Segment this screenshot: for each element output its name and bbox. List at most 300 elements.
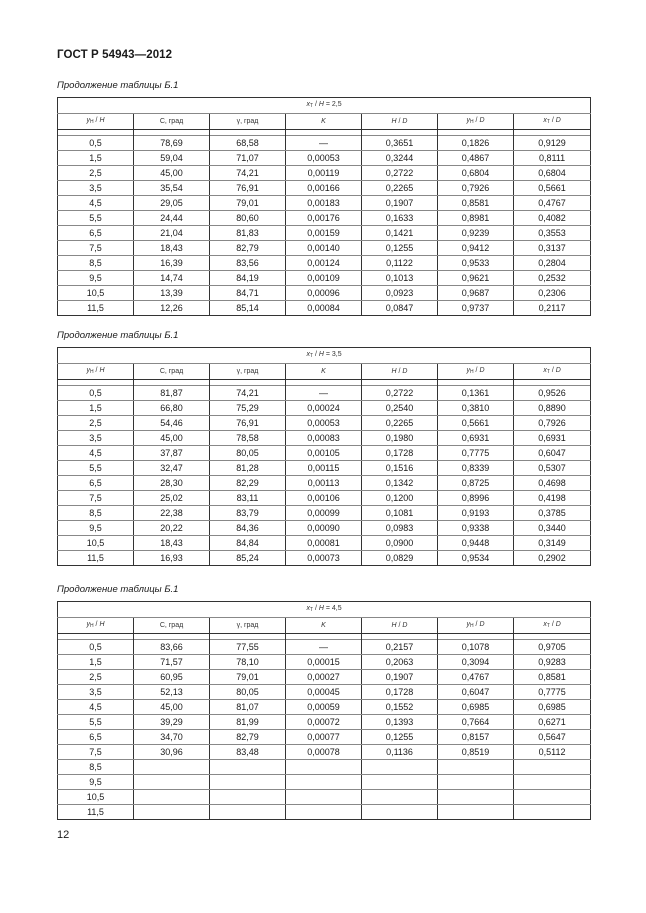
table-cell <box>514 790 591 805</box>
table-cell: 45,00 <box>134 431 210 446</box>
table-row <box>58 805 591 820</box>
table-cell: 0,2157 <box>362 640 438 655</box>
table-cell: 0,2117 <box>514 301 591 316</box>
table-cell: 9,5 <box>58 775 134 790</box>
param-title-cell: $x_Т / H = 4,5$ <box>58 602 591 618</box>
table-cell: 0,0923 <box>362 286 438 301</box>
table-cell: 2,5 <box>58 166 134 181</box>
table-cell: 0,9412 <box>438 241 514 256</box>
table-cell: 0,00090 <box>286 521 362 536</box>
table-cell: 0,9448 <box>438 536 514 551</box>
table-row <box>58 745 591 760</box>
table-cell: 77,55 <box>210 640 286 655</box>
table-cell: 0,4767 <box>514 196 591 211</box>
table-cell: 2,5 <box>58 670 134 685</box>
col-header-c-deg: С, град <box>134 114 210 130</box>
table-row <box>58 301 591 316</box>
table-cell: 75,29 <box>210 401 286 416</box>
col-header-gamma-deg: γ, град <box>210 364 286 380</box>
table-title-row <box>58 348 591 364</box>
table-cell: 0,2532 <box>514 271 591 286</box>
table-cell: 0,00059 <box>286 700 362 715</box>
table-cell: 0,00015 <box>286 655 362 670</box>
table-cell: 25,02 <box>134 491 210 506</box>
table-cell: 4,5 <box>58 446 134 461</box>
table-cell: 81,83 <box>210 226 286 241</box>
table-cell: 84,36 <box>210 521 286 536</box>
table-row <box>58 521 591 536</box>
table-cell: 0,00119 <box>286 166 362 181</box>
table-cell: 0,5112 <box>514 745 591 760</box>
table-row <box>58 196 591 211</box>
table-cell: 0,9239 <box>438 226 514 241</box>
table-cell: 11,5 <box>58 805 134 820</box>
col-header-yh-d: $y_Н$ / D <box>438 114 514 130</box>
table-cell <box>514 805 591 820</box>
data-table-1 <box>57 97 591 316</box>
table-row <box>58 226 591 241</box>
table-cell: 0,2804 <box>514 256 591 271</box>
table-cell: 7,5 <box>58 491 134 506</box>
table-cell: 0,4767 <box>438 670 514 685</box>
table-cell: 0,00053 <box>286 416 362 431</box>
table-cell: 22,38 <box>134 506 210 521</box>
table-cell: 0,5661 <box>438 416 514 431</box>
table-row <box>58 476 591 491</box>
table-cell: 0,7926 <box>438 181 514 196</box>
table-cell: 30,96 <box>134 745 210 760</box>
table-cell: 0,9193 <box>438 506 514 521</box>
table-cell: 3,5 <box>58 181 134 196</box>
table-cell: 11,5 <box>58 551 134 566</box>
table-cell: 0,9687 <box>438 286 514 301</box>
table-row <box>58 386 591 401</box>
table-cell: 0,3149 <box>514 536 591 551</box>
table-cell: 52,13 <box>134 685 210 700</box>
table-row <box>58 685 591 700</box>
table-cell: 20,22 <box>134 521 210 536</box>
table-cell: 0,00176 <box>286 211 362 226</box>
table-cell: 74,21 <box>210 386 286 401</box>
table-cell: 0,00113 <box>286 476 362 491</box>
table-cell: 0,1200 <box>362 491 438 506</box>
table-cell: 4,5 <box>58 700 134 715</box>
table-cell: 29,05 <box>134 196 210 211</box>
table-cell: 0,00166 <box>286 181 362 196</box>
table-cell: 0,6804 <box>514 166 591 181</box>
table-1-caption: Продолжение таблицы Б.1 <box>57 80 179 91</box>
table-cell: 0,00140 <box>286 241 362 256</box>
col-header-yh-d: $y_Н$ / D <box>438 618 514 634</box>
table-row <box>58 790 591 805</box>
table-cell <box>514 760 591 775</box>
table-cell: 81,07 <box>210 700 286 715</box>
table-cell: 0,1255 <box>362 730 438 745</box>
table-cell: 0,00183 <box>286 196 362 211</box>
table-cell: 0,5307 <box>514 461 591 476</box>
table-row <box>58 416 591 431</box>
table-cell: 0,3094 <box>438 655 514 670</box>
table-cell: 1,5 <box>58 655 134 670</box>
table-cell: 0,2722 <box>362 386 438 401</box>
table-row <box>58 181 591 196</box>
table-cell: 6,5 <box>58 730 134 745</box>
table-cell: 0,00083 <box>286 431 362 446</box>
table-row <box>58 446 591 461</box>
table-cell: 83,48 <box>210 745 286 760</box>
table-cell: 0,00081 <box>286 536 362 551</box>
table-cell: 0,9737 <box>438 301 514 316</box>
table-cell: 0,7775 <box>438 446 514 461</box>
table-cell: 12,26 <box>134 301 210 316</box>
col-header-k: K <box>286 364 362 380</box>
table-cell: 9,5 <box>58 271 134 286</box>
column-header-row <box>58 364 591 380</box>
table-cell <box>134 805 210 820</box>
table-cell: 0,6047 <box>514 446 591 461</box>
table-cell: 78,10 <box>210 655 286 670</box>
table-row <box>58 775 591 790</box>
param-value: 2,5 <box>331 101 342 108</box>
table-cell: 0,1980 <box>362 431 438 446</box>
column-header-row <box>58 114 591 130</box>
col-header-xt-d: $x_Т$ / D <box>514 618 591 634</box>
table-cell: 0,8890 <box>514 401 591 416</box>
table-cell <box>286 760 362 775</box>
table-cell: 0,9526 <box>514 386 591 401</box>
table-row <box>58 151 591 166</box>
table-cell: 76,91 <box>210 181 286 196</box>
table-cell: 0,3440 <box>514 521 591 536</box>
table-cell: 0,8996 <box>438 491 514 506</box>
table-cell: 79,01 <box>210 196 286 211</box>
table-row <box>58 256 591 271</box>
table-row <box>58 700 591 715</box>
table-cell: 0,2540 <box>362 401 438 416</box>
table-cell: 0,1826 <box>438 136 514 151</box>
table-cell: 5,5 <box>58 211 134 226</box>
table-cell: 13,39 <box>134 286 210 301</box>
table-cell: 0,3785 <box>514 506 591 521</box>
table-cell: 5,5 <box>58 461 134 476</box>
table-cell: 0,6985 <box>438 700 514 715</box>
table-cell: 0,1342 <box>362 476 438 491</box>
table-cell: 0,5 <box>58 386 134 401</box>
table-cell <box>210 790 286 805</box>
table-cell: 6,5 <box>58 476 134 491</box>
table-cell: 45,00 <box>134 700 210 715</box>
table-cell: 0,0983 <box>362 521 438 536</box>
table-cell: 0,9534 <box>438 551 514 566</box>
table-cell: 39,29 <box>134 715 210 730</box>
table-cell: 3,5 <box>58 431 134 446</box>
table-cell: 0,1393 <box>362 715 438 730</box>
table-cell: 54,46 <box>134 416 210 431</box>
table-cell: 0,0847 <box>362 301 438 316</box>
table-cell: 0,00077 <box>286 730 362 745</box>
col-header-k: K <box>286 114 362 130</box>
table-title-row <box>58 602 591 618</box>
table-cell: 6,5 <box>58 226 134 241</box>
table-cell: 0,00096 <box>286 286 362 301</box>
table-row <box>58 241 591 256</box>
col-header-xt-d: $x_Т$ / D <box>514 364 591 380</box>
table-cell: 0,2265 <box>362 416 438 431</box>
col-header-c-deg: С, град <box>134 618 210 634</box>
table-cell: 0,8339 <box>438 461 514 476</box>
table-cell: 0,3810 <box>438 401 514 416</box>
table-cell: 0,1078 <box>438 640 514 655</box>
table-cell: 83,66 <box>134 640 210 655</box>
table-cell: 85,24 <box>210 551 286 566</box>
table-cell: 0,00099 <box>286 506 362 521</box>
table-cell: 0,00106 <box>286 491 362 506</box>
table-cell <box>286 790 362 805</box>
table-cell: 0,00109 <box>286 271 362 286</box>
col-header-h-d: H / D <box>362 114 438 130</box>
table-cell: 8,5 <box>58 256 134 271</box>
table-cell: 0,00124 <box>286 256 362 271</box>
data-table-3 <box>57 601 591 820</box>
table-cell: 0,1255 <box>362 241 438 256</box>
table-row <box>58 506 591 521</box>
table-cell: 35,54 <box>134 181 210 196</box>
table-cell: 0,00078 <box>286 745 362 760</box>
table-cell: 0,00105 <box>286 446 362 461</box>
table-row <box>58 166 591 181</box>
table-row <box>58 401 591 416</box>
table-cell: 71,07 <box>210 151 286 166</box>
table-cell: 0,1081 <box>362 506 438 521</box>
table-cell: 84,19 <box>210 271 286 286</box>
table-cell: 7,5 <box>58 745 134 760</box>
table-cell: 83,11 <box>210 491 286 506</box>
table-cell: 16,93 <box>134 551 210 566</box>
table-cell: 32,47 <box>134 461 210 476</box>
table-cell: 78,69 <box>134 136 210 151</box>
col-header-c-deg: С, град <box>134 364 210 380</box>
table-cell: 0,9621 <box>438 271 514 286</box>
table-row <box>58 491 591 506</box>
table-cell: 18,43 <box>134 241 210 256</box>
table-cell: 78,58 <box>210 431 286 446</box>
table-cell: 0,5647 <box>514 730 591 745</box>
table-cell: 0,00045 <box>286 685 362 700</box>
table-cell: 0,1728 <box>362 446 438 461</box>
table-cell: 21,04 <box>134 226 210 241</box>
table-cell: 0,2063 <box>362 655 438 670</box>
table-cell: 0,7775 <box>514 685 591 700</box>
table-cell: 83,79 <box>210 506 286 521</box>
table-cell: 18,43 <box>134 536 210 551</box>
table-cell: 16,39 <box>134 256 210 271</box>
table-cell: 0,5 <box>58 640 134 655</box>
table-cell: 82,29 <box>210 476 286 491</box>
table-row <box>58 536 591 551</box>
table-row <box>58 730 591 745</box>
table-cell <box>514 775 591 790</box>
table-row <box>58 136 591 151</box>
table-cell: 68,58 <box>210 136 286 151</box>
table-cell: 81,28 <box>210 461 286 476</box>
table-cell: 8,5 <box>58 506 134 521</box>
table-cell <box>362 760 438 775</box>
table-cell: 0,00053 <box>286 151 362 166</box>
table-cell: 10,5 <box>58 790 134 805</box>
col-header-k: K <box>286 618 362 634</box>
table-row <box>58 670 591 685</box>
table-cell: — <box>286 640 362 655</box>
table-cell: 24,44 <box>134 211 210 226</box>
table-cell: 0,6931 <box>438 431 514 446</box>
table-cell: 0,5661 <box>514 181 591 196</box>
table-cell: 0,00084 <box>286 301 362 316</box>
col-header-yh-h: $y_Н$ / H <box>58 114 134 130</box>
table-cell: 0,9338 <box>438 521 514 536</box>
table-2-caption: Продолжение таблицы Б.1 <box>57 330 179 341</box>
table-cell: 0,3244 <box>362 151 438 166</box>
table-cell: 59,04 <box>134 151 210 166</box>
table-cell: 0,6804 <box>438 166 514 181</box>
table-cell: 0,0829 <box>362 551 438 566</box>
table-cell: 0,4698 <box>514 476 591 491</box>
table-cell: 0,6047 <box>438 685 514 700</box>
col-header-gamma-deg: γ, град <box>210 618 286 634</box>
table-cell: 80,60 <box>210 211 286 226</box>
param-title-cell: $x_Т / H = 2,5$ <box>58 98 591 114</box>
table-cell: 0,00024 <box>286 401 362 416</box>
table-cell: 82,79 <box>210 730 286 745</box>
table-cell: 0,2265 <box>362 181 438 196</box>
table-cell: 0,2722 <box>362 166 438 181</box>
table-cell: 0,4867 <box>438 151 514 166</box>
table-cell: 66,80 <box>134 401 210 416</box>
table-cell: 10,5 <box>58 286 134 301</box>
table-cell: 0,9283 <box>514 655 591 670</box>
table-cell: 0,7926 <box>514 416 591 431</box>
table-cell: 0,1516 <box>362 461 438 476</box>
table-cell: 0,1013 <box>362 271 438 286</box>
col-header-yh-h: $y_Н$ / H <box>58 618 134 634</box>
table-cell: 0,9705 <box>514 640 591 655</box>
table-cell: 0,00072 <box>286 715 362 730</box>
table-cell: 5,5 <box>58 715 134 730</box>
table-cell: 0,7664 <box>438 715 514 730</box>
table-cell <box>210 775 286 790</box>
table-cell: 0,8725 <box>438 476 514 491</box>
table-cell: 2,5 <box>58 416 134 431</box>
table-cell: 11,5 <box>58 301 134 316</box>
table-cell: 0,00073 <box>286 551 362 566</box>
table-cell: 0,1552 <box>362 700 438 715</box>
table-cell: 0,5 <box>58 136 134 151</box>
table-title-row <box>58 98 591 114</box>
table-cell: 82,79 <box>210 241 286 256</box>
table-cell: 0,1907 <box>362 670 438 685</box>
table-cell: 0,6271 <box>514 715 591 730</box>
table-cell: — <box>286 136 362 151</box>
table-cell: 14,74 <box>134 271 210 286</box>
table-cell: 80,05 <box>210 446 286 461</box>
table-cell <box>210 805 286 820</box>
table-cell: 0,6985 <box>514 700 591 715</box>
table-cell: 0,9533 <box>438 256 514 271</box>
table-cell <box>134 760 210 775</box>
table-cell: 0,9129 <box>514 136 591 151</box>
col-header-xt-d: $x_Т$ / D <box>514 114 591 130</box>
table-cell <box>362 805 438 820</box>
table-cell: 0,3553 <box>514 226 591 241</box>
table-cell: 0,4198 <box>514 491 591 506</box>
col-header-h-d: H / D <box>362 618 438 634</box>
table-3-caption: Продолжение таблицы Б.1 <box>57 584 179 595</box>
table-cell: 0,1122 <box>362 256 438 271</box>
table-cell: 74,21 <box>210 166 286 181</box>
table-cell: 8,5 <box>58 760 134 775</box>
table-row <box>58 211 591 226</box>
document-code-header: ГОСТ Р 54943—2012 <box>57 49 173 61</box>
table-cell: 0,1361 <box>438 386 514 401</box>
col-header-gamma-deg: γ, град <box>210 114 286 130</box>
table-cell: 0,0900 <box>362 536 438 551</box>
table-cell: 34,70 <box>134 730 210 745</box>
table-cell: 10,5 <box>58 536 134 551</box>
table-cell: 1,5 <box>58 151 134 166</box>
table-row <box>58 286 591 301</box>
table-cell: 60,95 <box>134 670 210 685</box>
table-cell: 84,71 <box>210 286 286 301</box>
table-cell: 0,8519 <box>438 745 514 760</box>
table-cell <box>286 775 362 790</box>
table-cell: — <box>286 386 362 401</box>
data-table-2 <box>57 347 591 566</box>
col-header-yh-h: $y_Н$ / H <box>58 364 134 380</box>
table-cell: 0,3137 <box>514 241 591 256</box>
table-cell: 71,57 <box>134 655 210 670</box>
table-cell: 0,8981 <box>438 211 514 226</box>
table-cell <box>362 775 438 790</box>
table-cell: 83,56 <box>210 256 286 271</box>
table-cell: 0,8157 <box>438 730 514 745</box>
table-row <box>58 715 591 730</box>
table-cell <box>438 805 514 820</box>
table-cell: 1,5 <box>58 401 134 416</box>
table-cell: 0,4082 <box>514 211 591 226</box>
column-header-row <box>58 618 591 634</box>
table-cell: 81,87 <box>134 386 210 401</box>
table-cell <box>134 790 210 805</box>
table-row <box>58 431 591 446</box>
page-number: 12 <box>57 829 70 841</box>
table-cell: 0,00027 <box>286 670 362 685</box>
table-cell: 0,00115 <box>286 461 362 476</box>
col-header-h-d: H / D <box>362 364 438 380</box>
table-cell <box>286 805 362 820</box>
param-title-cell: $x_Т / H = 3,5$ <box>58 348 591 364</box>
table-cell: 0,8111 <box>514 151 591 166</box>
table-row <box>58 271 591 286</box>
table-cell: 7,5 <box>58 241 134 256</box>
table-cell: 0,2306 <box>514 286 591 301</box>
table-cell <box>210 760 286 775</box>
table-cell: 0,3651 <box>362 136 438 151</box>
table-cell: 0,8581 <box>514 670 591 685</box>
table-cell: 84,84 <box>210 536 286 551</box>
param-value: 3,5 <box>331 351 342 358</box>
table-cell: 80,05 <box>210 685 286 700</box>
col-header-yh-d: $y_Н$ / D <box>438 364 514 380</box>
table-row <box>58 461 591 476</box>
